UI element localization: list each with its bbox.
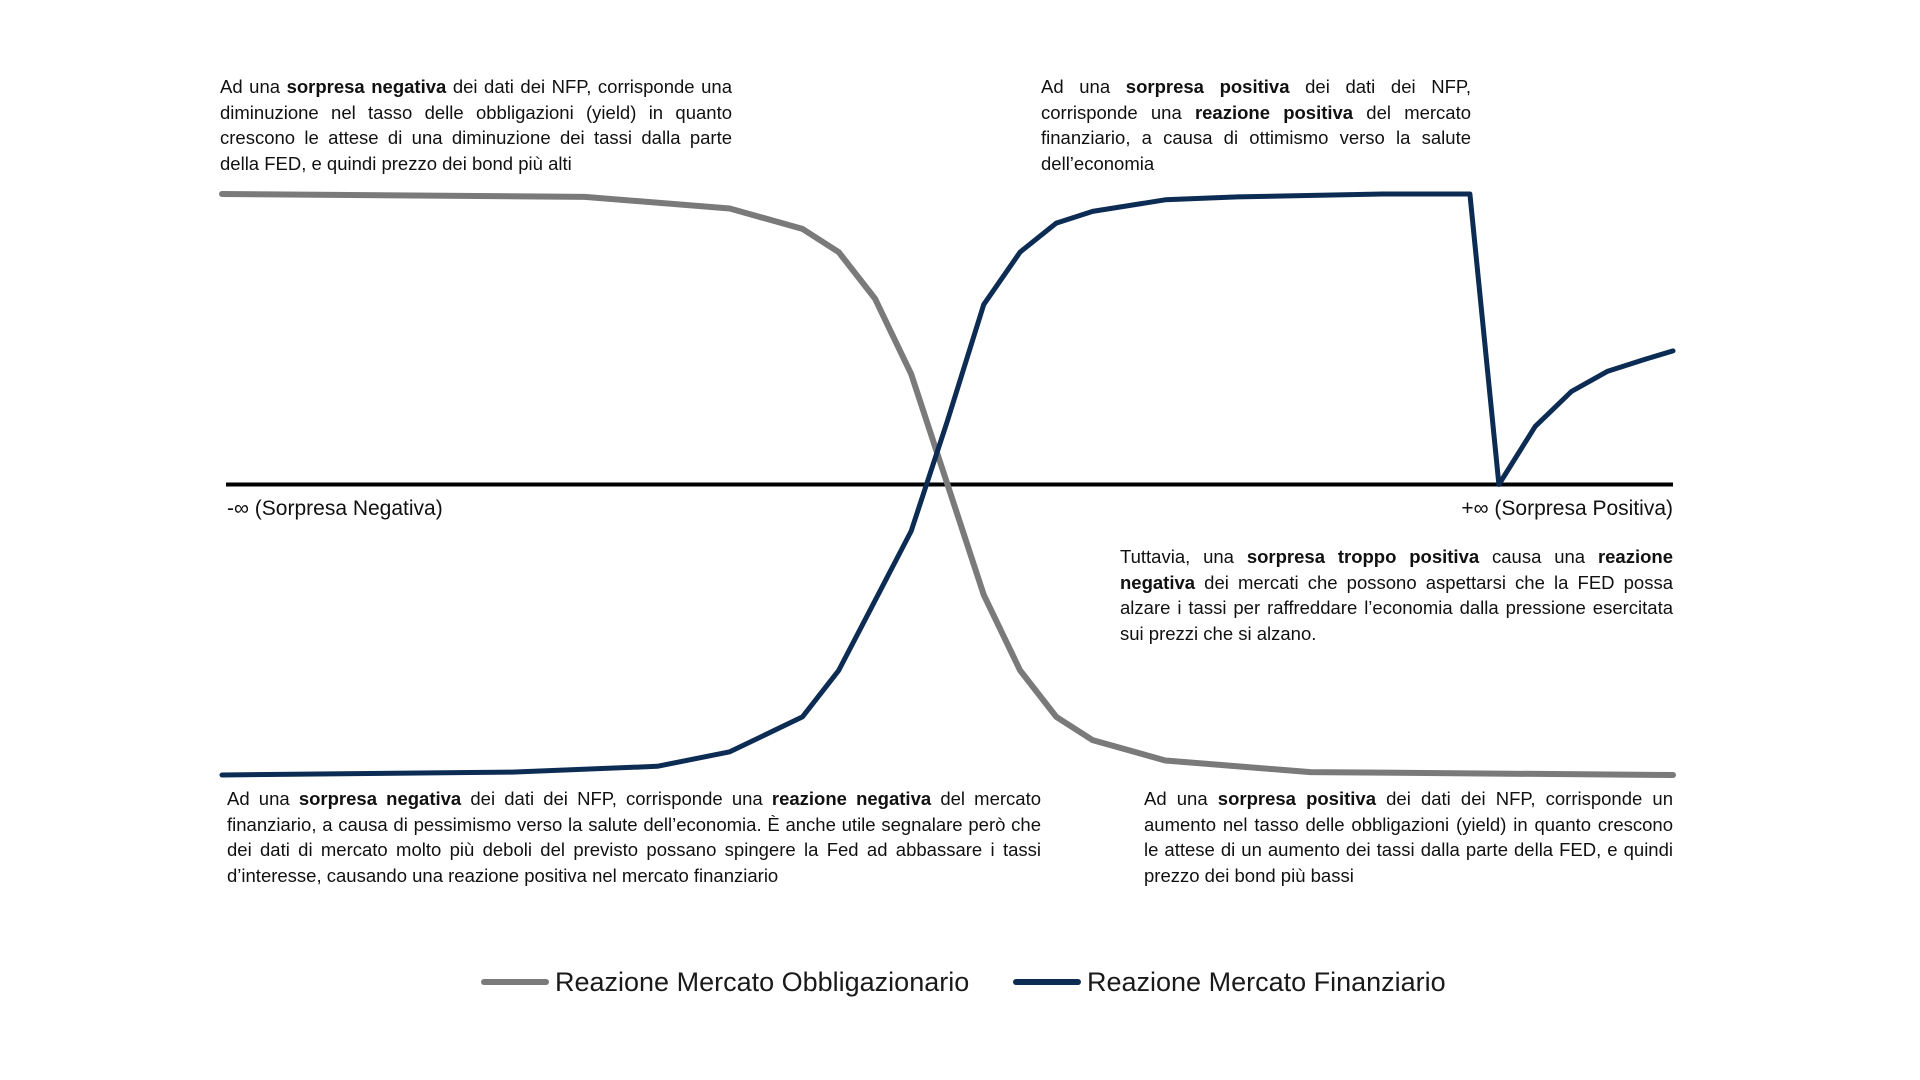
legend-equity-label: Reazione Mercato Finanziario [1087,967,1446,997]
legend-equity [1013,962,1446,1002]
legend-equity-swatch [1013,979,1081,985]
annotation-bottom-right: Ad una sorpresa positiva dei dati dei NFP, corrisponde un aumento nel tasso delle obbligazioni (yield) in quanto crescono le attese di un aumento dei tassi dalla parte della FED, e quindi prezzo dei bond più bassi [1144,788,1674,886]
annotation-top-left: Ad una sorpresa negativa dei dati dei NFP, corrisponde una diminuzione nel tasso delle obbligazioni (yield) in quanto crescono le attese di una diminuzione dei tassi dalla parte della FED, e quindi prezzo dei bond più alti [220,76,732,174]
x-axis-label-positive: +∞ (Sorpresa Positiva) [1461,497,1673,520]
x-axis-label-negative: -∞ (Sorpresa Negativa) [227,497,443,520]
annotation-mid-right: Tuttavia, una sorpresa troppo positiva causa una reazione negativa dei mercati che possono aspettarsi che la FED possa alzare i tassi per raffreddare l’economia dalla pressione esercitata sui prezzi che si alzano. [1120,546,1673,644]
legend-bond-swatch [481,979,549,985]
annotation-bottom-left: Ad una sorpresa negativa dei dati dei NFP, corrisponde una reazione negativa del mercato finanziario, a causa di pessimismo verso la salute dell’economia. È anche utile segnalare però che dei dati di mercato molto più deboli del previsto possano spingere la Fed ad abbassare i tassi d’interesse, causando una reazione positiva nel mercato finanziario [227,788,1042,886]
annotation-top-right: Ad una sorpresa positiva dei dati dei NFP, corrisponde una reazione positiva del mercato finanziario, a causa di ottimismo verso la salute dell’economia [1041,76,1472,174]
legend-bond-label: Reazione Mercato Obbligazionario [555,967,970,997]
legend-bond [481,962,969,1002]
